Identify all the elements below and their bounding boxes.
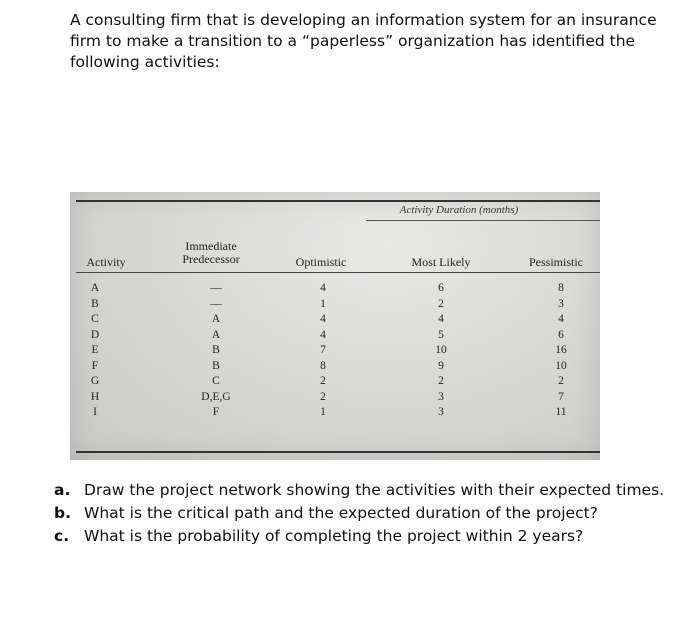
table-row — [76, 375, 600, 391]
cell-predecessor: A — [211, 328, 221, 341]
cell-activity: C — [91, 313, 99, 325]
question-item — [54, 526, 674, 547]
cell-pessimistic: 7 — [558, 390, 564, 403]
header-optimistic: Optimistic — [295, 255, 347, 269]
cell-most-likely: 10 — [435, 344, 447, 356]
duration-group-rule — [366, 220, 600, 221]
table-row — [76, 344, 600, 360]
cell-most-likely: 2 — [438, 375, 444, 387]
cell-most-likely: 4 — [438, 313, 444, 325]
header-rule — [76, 272, 600, 273]
cell-activity: A — [90, 282, 100, 294]
table-row — [76, 313, 600, 329]
cell-predecessor: C — [212, 375, 220, 387]
table-row — [76, 406, 600, 422]
cell-most-likely: 9 — [438, 359, 444, 372]
table-photo — [70, 192, 600, 460]
cell-predecessor: B — [212, 359, 220, 372]
cell-most-likely: 5 — [438, 328, 444, 341]
question-list — [54, 480, 674, 549]
cell-most-likely: 6 — [438, 282, 444, 294]
header-most-likely: Most Likely — [411, 255, 471, 269]
table-bottom-rule — [76, 451, 600, 453]
cell-activity: D — [90, 328, 100, 341]
question-letter: b. — [54, 504, 71, 522]
table-row — [76, 391, 600, 407]
question-letter: c. — [54, 527, 70, 545]
cell-pessimistic: 8 — [558, 282, 564, 294]
cell-pessimistic: 11 — [555, 406, 567, 418]
cell-optimistic: 4 — [320, 282, 326, 294]
header-predecessor: Immediate Predecessor — [182, 239, 240, 266]
cell-activity: I — [93, 406, 97, 418]
duration-group-label: Activity Duration (months) — [399, 204, 519, 216]
intro-paragraph: A consulting firm that is developing an information system for an insurance firm to make a transition to a “paperless” organization has identified the following activities: — [70, 11, 657, 71]
cell-pessimistic: 10 — [555, 359, 567, 372]
question-item — [54, 503, 674, 524]
cell-pessimistic: 2 — [558, 375, 564, 387]
cell-predecessor: A — [211, 313, 221, 325]
cell-optimistic: 7 — [320, 344, 326, 356]
cell-predecessor: — — [210, 282, 222, 294]
table-top-rule — [76, 200, 600, 202]
question-text: What is the probability of completing the project within 2 years? — [84, 527, 584, 545]
table-row — [76, 298, 600, 314]
cell-predecessor: B — [212, 344, 220, 356]
cell-optimistic: 8 — [320, 359, 326, 372]
cell-optimistic: 1 — [320, 297, 326, 310]
cell-optimistic: 2 — [320, 390, 326, 403]
cell-most-likely: 3 — [438, 390, 444, 403]
table-row — [76, 360, 600, 376]
table-row — [76, 282, 600, 298]
question-text: What is the critical path and the expected duration of the project? — [84, 504, 598, 522]
cell-most-likely: 2 — [438, 297, 444, 310]
header-activity: Activity — [86, 255, 126, 269]
cell-activity: B — [91, 297, 99, 310]
question-letter: a. — [54, 481, 71, 499]
cell-optimistic: 2 — [320, 375, 326, 387]
question-text: Draw the project network showing the activities with their expected times. — [84, 481, 665, 499]
cell-activity: G — [90, 375, 100, 387]
cell-pessimistic: 16 — [555, 344, 567, 356]
cell-predecessor: D,E,G — [201, 390, 231, 403]
cell-pessimistic: 4 — [558, 313, 564, 325]
question-item — [54, 480, 674, 501]
cell-most-likely: 3 — [438, 406, 444, 418]
header-pessimistic: Pessimistic — [528, 255, 583, 269]
cell-predecessor: F — [212, 406, 220, 418]
cell-optimistic: 4 — [320, 313, 326, 325]
cell-optimistic: 4 — [320, 328, 326, 341]
cell-optimistic: 1 — [320, 406, 326, 418]
table-body — [76, 282, 600, 422]
table-row — [76, 329, 600, 345]
cell-activity: F — [91, 359, 99, 372]
cell-pessimistic: 3 — [558, 297, 564, 310]
cell-pessimistic: 6 — [558, 328, 564, 341]
cell-activity: H — [90, 390, 100, 403]
cell-predecessor: — — [210, 297, 222, 310]
cell-activity: E — [91, 344, 99, 356]
